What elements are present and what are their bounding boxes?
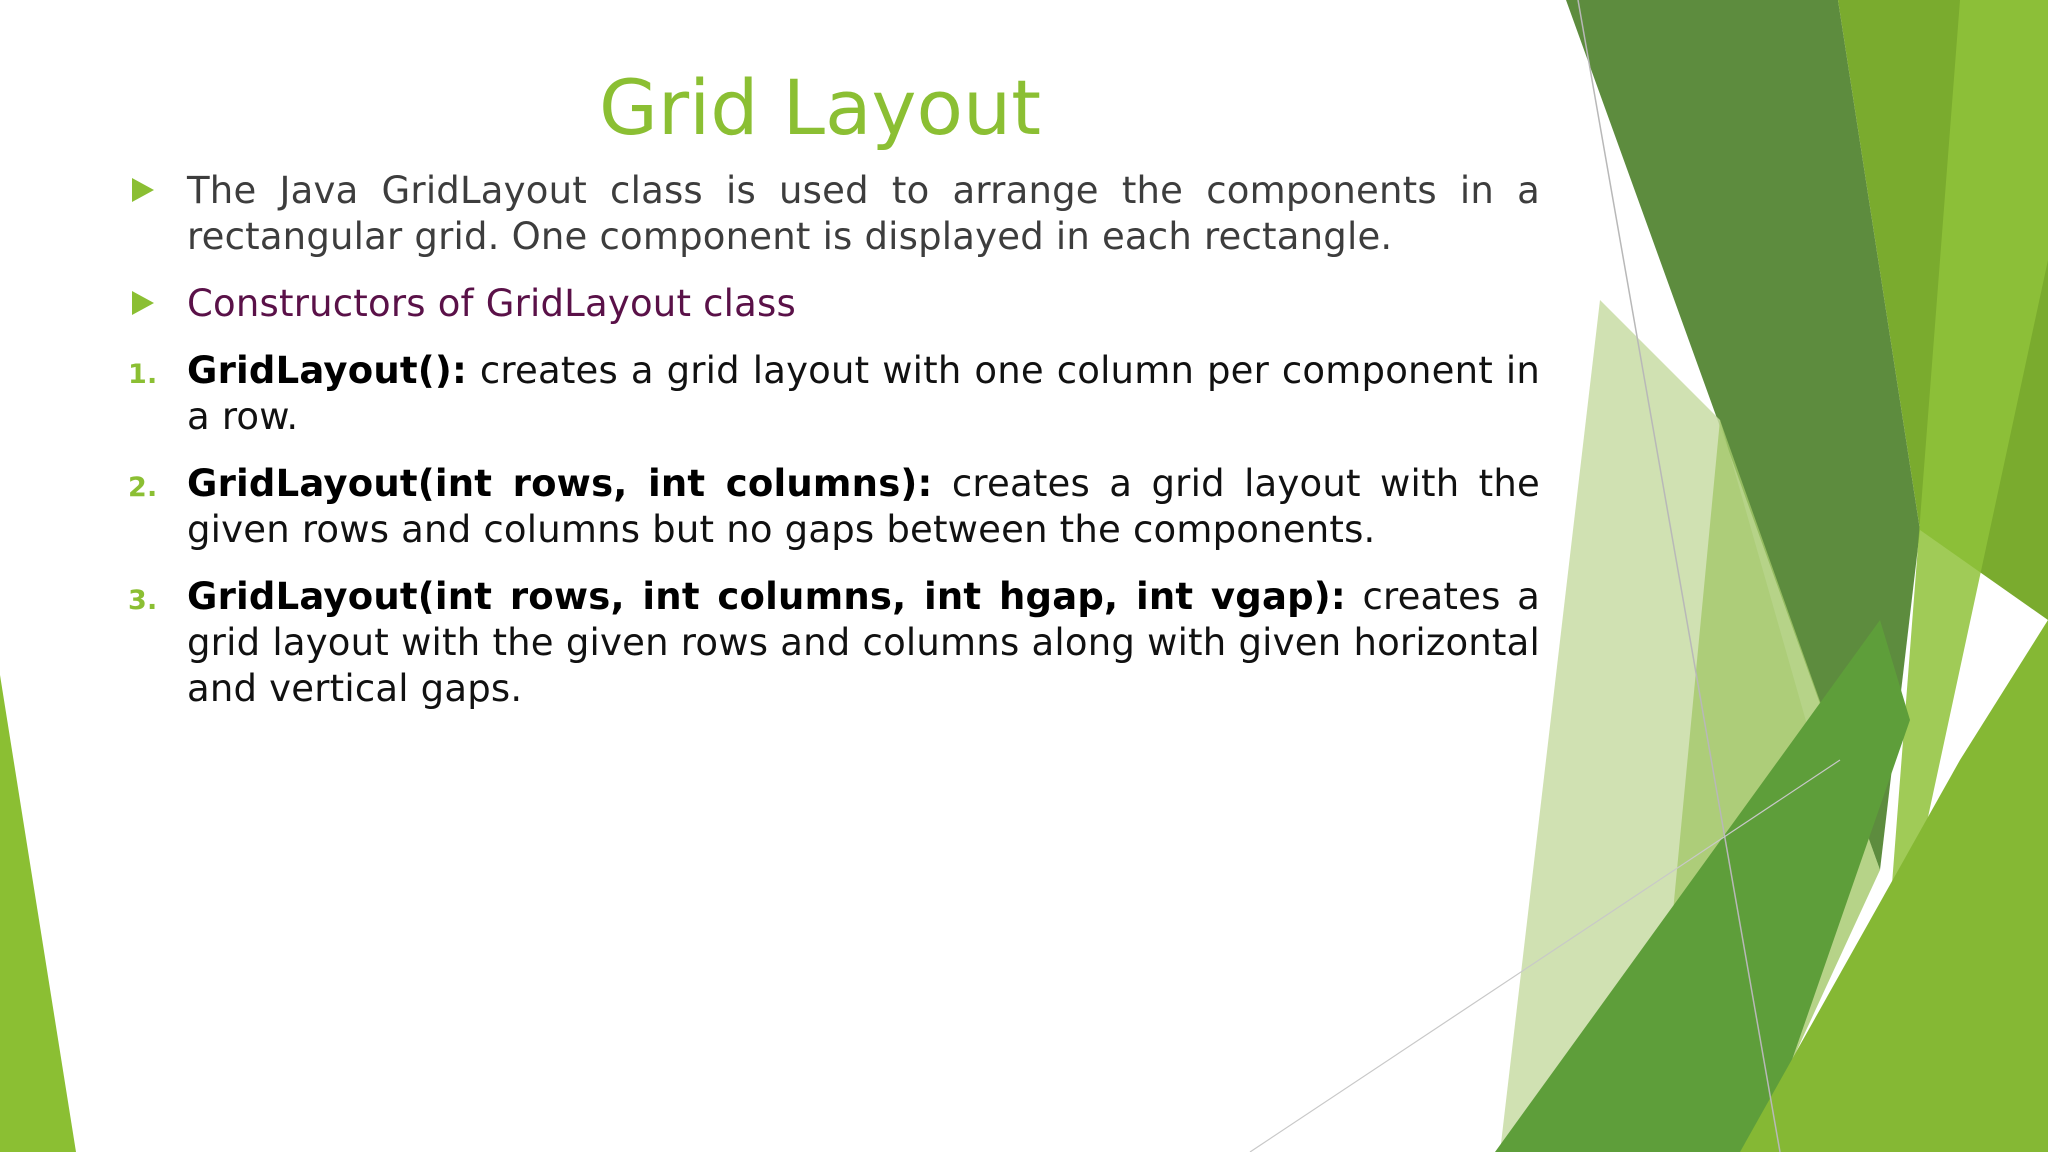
bullet-item [126,281,1540,327]
left-edge-shape [0,675,76,1152]
constructor-description: creates a grid layout with the given rows and columns along with given horizontal and vertical gaps. [187,575,1540,710]
list-number: 1. [128,359,158,390]
constructor-item [126,461,1540,553]
list-number-marker [126,348,166,394]
bullet-text: The Java GridLayout class is used to arrange the components in a rectangular grid. One component is displayed in each rectangle. [187,169,1540,258]
list-number-marker [126,574,166,620]
constructor-signature: GridLayout(): [187,349,467,392]
constructor-signature: GridLayout(int rows, int columns, int hgap, int vgap): [187,575,1346,618]
list-number-marker [126,461,166,507]
list-number: 3. [128,585,158,616]
constructor-description: creates a grid layout with one column per component in a row. [187,349,1540,438]
constructor-item [126,348,1540,440]
slide-title: Grid Layout [598,63,1041,152]
bullet-marker [126,281,166,327]
constructor-signature: GridLayout(int rows, int columns): [187,462,933,505]
list-number: 2. [128,472,158,503]
triangle-bullet-icon [132,291,154,315]
triangle-bullet-icon [132,178,154,202]
bullet-text: Constructors of GridLayout class [187,282,796,325]
bullet-marker [126,168,166,214]
constructor-item [126,574,1540,712]
slide-content [126,168,1540,733]
bullet-item [126,168,1540,260]
constructor-description: creates a grid layout with the given rows and columns but no gaps between the components. [187,462,1540,551]
